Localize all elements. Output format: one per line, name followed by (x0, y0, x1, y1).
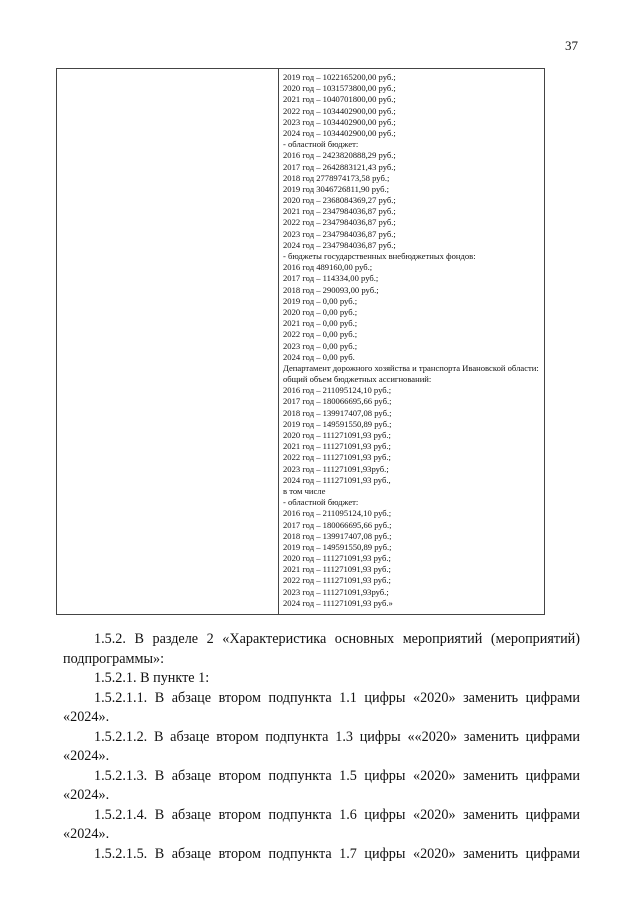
paragraph-1-5-2-1: 1.5.2.1. В пункте 1: (94, 670, 210, 686)
table-cell-line: 2019 год – 1022165200,00 руб.; (283, 72, 396, 82)
paragraph-1-5-2: 1.5.2. В разделе 2 «Характеристика основных мероприятий (мероприятий) подпрограммы»: (63, 631, 580, 667)
table-cell-line: 2019 год 3046726811,90 руб.; (283, 183, 390, 194)
table-cell-line: - областной бюджет: (283, 139, 359, 150)
table-cell-line: 2016 год – 211095124,10 руб.; (283, 385, 392, 396)
table-cell-line: 2018 год 2778974173,58 руб.; (283, 172, 390, 183)
table-cell-line: 2020 год – 111271091,93 руб.; (283, 430, 391, 440)
table-cell-line: 2024 год – 2347984036,87 руб.; (283, 239, 396, 250)
paragraph-1-5-2-1-3: 1.5.2.1.3. В абзаце втором подпункта 1.5 цифры «2020» заменить цифрами «2024». (63, 767, 580, 803)
table-column-divider (278, 69, 279, 614)
table-cell-line: в том числе (283, 485, 326, 496)
table-cell-line: 2019 год – 0,00 руб.; (283, 295, 358, 306)
table-cell-line: 2024 год – 111271091,93 руб.» (283, 597, 393, 608)
table-cell-line: 2018 год – 139917407,08 руб.; (283, 530, 392, 541)
table-cell-line: 2017 год – 180066695,66 руб.; (283, 519, 392, 530)
table-cell-line: 2022 год – 111271091,93 руб.; (283, 452, 391, 463)
paragraph-1-5-2-1-2: 1.5.2.1.2. В абзаце втором подпункта 1.3 цифры ««2020» заменить цифрами «2024». (63, 728, 580, 764)
table-cell-line: 2020 год – 2368084369,27 руб.; (283, 195, 396, 206)
table-cell-line: Департамент дорожного хозяйства и транспорта Ивановской области: (283, 362, 539, 373)
table-cell-line: 2018 год – 139917407,08 руб.; (283, 407, 392, 418)
table-cell-line: общий объем бюджетных ассигнований: (283, 374, 432, 385)
table-cell-line: 2022 год – 1034402900,00 руб.; (283, 105, 396, 116)
table-cell-line: 2022 год – 2347984036,87 руб.; (283, 217, 396, 228)
table-cell-line: 2020 год – 0,00 руб.; (283, 306, 358, 317)
table-cell-line: 2018 год – 290093,00 руб.; (283, 284, 379, 295)
table-cell-line: 2021 год – 111271091,93 руб.; (283, 564, 391, 575)
table-cell-line: 2016 год – 211095124,10 руб.; (283, 508, 392, 519)
table-cell-line: - бюджеты государственных внебюджетных фондов: (283, 251, 476, 261)
table-cell-line: 2017 год – 114334,00 руб.; (283, 273, 379, 284)
table-cell-line: 2021 год – 111271091,93 руб.; (283, 441, 391, 452)
document-body (63, 630, 580, 864)
table-cell-line: - областной бюджет: (283, 497, 359, 508)
table-cell-line: 2021 год – 0,00 руб.; (283, 318, 358, 329)
table-cell-line: 2023 год – 111271091,93руб.; (283, 463, 389, 474)
paragraph-1-5-2-1-1: 1.5.2.1.1. В абзаце втором подпункта 1.1 цифры «2020» заменить цифрами «2024». (63, 689, 580, 725)
table-cell-line: 2022 год – 111271091,93 руб.; (283, 575, 391, 586)
table-cell-line: 2021 год – 1040701800,00 руб.; (283, 94, 396, 105)
table-cell-line: 2017 год – 2642883121,43 руб.; (283, 161, 396, 172)
table-cell-line: 2019 год – 149591550,89 руб.; (283, 541, 392, 552)
page-number: 37 (565, 38, 578, 53)
table-cell-line: 2020 год – 111271091,93 руб.; (283, 553, 391, 564)
paragraph-1-5-2-1-4: 1.5.2.1.4. В абзаце втором подпункта 1.6 цифры «2020» заменить цифрами «2024». (63, 806, 580, 842)
budget-table (56, 68, 545, 615)
table-cell-line: 2016 год – 2423820888,29 руб.; (283, 150, 396, 161)
table-cell-line: 2021 год – 2347984036,87 руб.; (283, 206, 396, 217)
table-cell-line: 2024 год – 0,00 руб. (283, 351, 355, 362)
table-right-cell (283, 72, 539, 609)
paragraph-1-5-2-1-5: 1.5.2.1.5. В абзаце втором подпункта 1.7 цифры «2020» заменить цифрами (94, 845, 580, 862)
table-cell-line: 2020 год – 1031573800,00 руб.; (283, 83, 396, 94)
table-cell-line: 2016 год 489160,00 руб.; (283, 262, 373, 273)
table-cell-line: 2024 год – 1034402900,00 руб.; (283, 127, 396, 138)
table-cell-line: 2017 год – 180066695,66 руб.; (283, 396, 392, 407)
table-cell-line: 2024 год – 111271091,93 руб., (283, 474, 391, 485)
table-cell-line: 2023 год – 111271091,93руб.; (283, 586, 389, 597)
table-cell-line: 2023 год – 1034402900,00 руб.; (283, 116, 396, 127)
table-cell-line: 2023 год – 0,00 руб.; (283, 340, 358, 351)
table-cell-line: 2022 год – 0,00 руб.; (283, 329, 358, 340)
table-cell-line: 2023 год – 2347984036,87 руб.; (283, 228, 396, 239)
table-cell-line: 2019 год – 149591550,89 руб.; (283, 418, 392, 429)
